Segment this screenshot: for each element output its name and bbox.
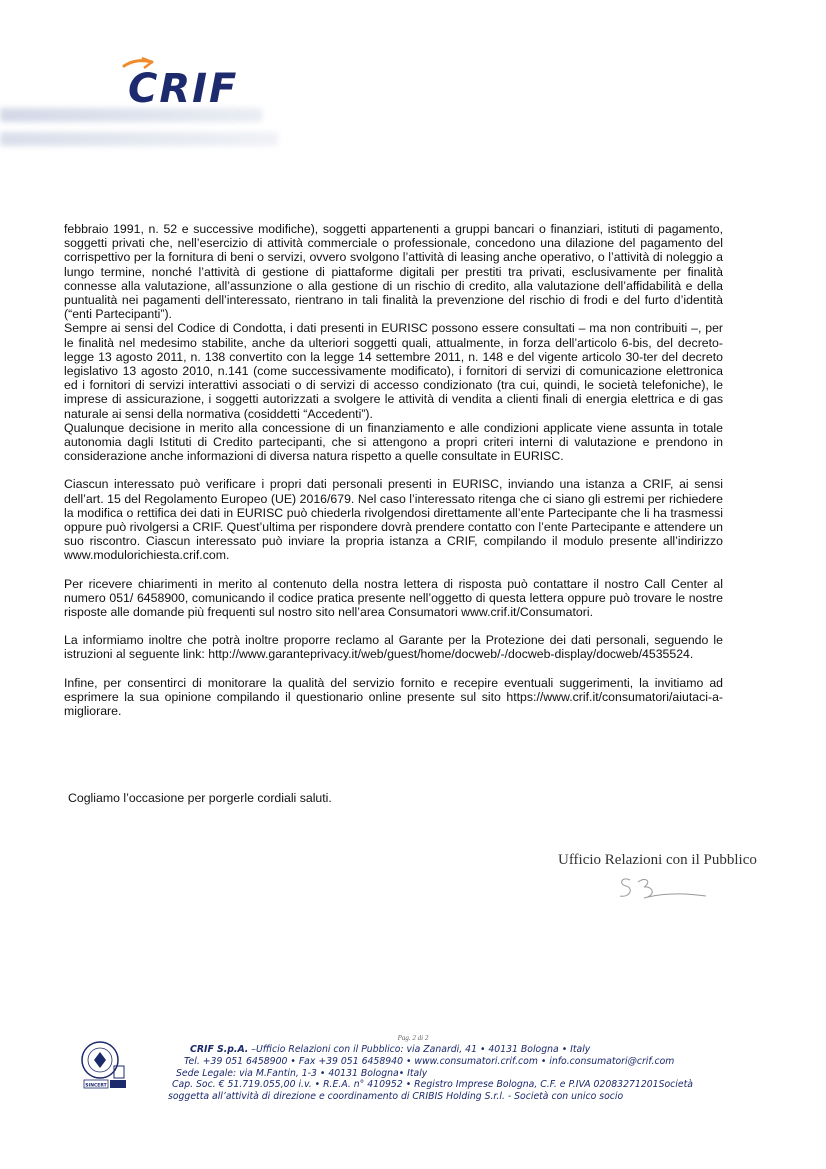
sincert-seal-icon [80, 1040, 132, 1092]
footer-legal-seat: Sede Legale: via M.Fantin, 1-3 • 40131 Bologna• Italy [176, 1067, 428, 1079]
footer-contacts: Tel. +39 051 6458900 • Fax +39 051 6458940 • www.consumatori.crif.com • info.consumatori@crif.com [184, 1055, 675, 1067]
footer [168, 1044, 693, 1103]
svg-text:SINCERT: SINCERT [85, 1083, 107, 1089]
header-band [0, 132, 278, 146]
body-paragraph: Ciascun interessato può verificare i propri dati personali presenti in EURISC, inviando una istanza a CRIF, ai sensi dell’art. 15 del Regolamento Europeo (UE) 2016/679. Nel caso l’interessato ritenga che ci siano gli estremi per richiedere la modifica o rettifica dei dati in EURISC può chiederla rivolgendosi direttamente all’ente Partecipante che li ha trasmessi oppure può rivolgersi a CRIF. Quest’ultima per rispondere dovrà prendere contatto con l’ente Partecipante e attendere un suo riscontro. Ciascun interessato può inviare la propria istanza a CRIF, compilando il modulo presente all’indirizzo www.modulorichiesta.crif.com. [64, 477, 723, 563]
body-paragraph: Sempre ai sensi del Codice di Condotta, i dati presenti in EURISC possono essere consultati – ma non contribuiti –, per le finalità nel medesimo stabilite, anche da ulteriori soggetti quali, attualmente, in forza dell’articolo 6-bis, del decreto-legge 13 agosto 2011, n. 138 convertito con la legge 14 settembre 2011, n. 148 e del vigente articolo 30-ter del decreto legislativo 13 agosto 2010, n.141 (come successivamente modificato), i fornitori di servizi di comunicazione elettronica ed i fornitori di servizi interattivi associati o di servizi di accesso condizionato (tra cui, quindi, le società telefoniche), le imprese di assicurazione, i soggetti autorizzati a svolgere le attività di vendita a clienti finali di energia elettrica e di gas naturale ai sensi della normativa (cosiddetti “Accedenti”). [64, 321, 723, 421]
body-paragraph: La informiamo inoltre che potrà inoltre proporre reclamo al Garante per la Protezione dei dati personali, seguendo le istruzioni al seguente link: http://www.garanteprivacy.it/web/guest/home/docweb/-/docweb-display/docweb/4535524. [64, 633, 723, 662]
body-paragraph: Per ricevere chiarimenti in merito al contenuto della nostra lettera di risposta può contattare il nostro Call Center al numero 051/ 6458900, comunicando il codice pratica presente nell’oggetto di questa lettera oppure può trovare le nostre risposte alle domande più frequenti sul nostro sito nell’area Consumatori www.crif.it/Consumatori. [64, 576, 723, 620]
footer-company: CRIF S.p.A. [190, 1044, 249, 1055]
body-paragraph: febbraio 1991, n. 52 e successive modifiche), soggetti appartenenti a gruppi bancari o finanziari, istituti di pagamento, soggetti privati che, nell’esercizio di attività commerciale o professionale, concedono una dilazione del pagamento del corrispettivo per la fornitura di beni o servizi, ovvero svolgono l’attività di leasing anche operativo, o l’attività di noleggio a lungo termine, nonché l’attività di gestione di piattaforme digitali per prestiti tra privati, esclusivamente per finalità connesse alla valutazione, all’assunzione o alla gestione di un rischio di credito, alla valutazione dell’affidabilità e della puntualità nei pagamenti dell’interessato, rientrano in tali finalità la prevenzione del rischio di frodi e del furto d’identità (“enti Partecipanti”). [64, 222, 723, 322]
logo-text: CRIF [128, 66, 239, 108]
page-number: Pag. 2 di 2 [397, 1034, 429, 1042]
handwritten-signature [600, 872, 712, 902]
letter-body [64, 222, 723, 718]
footer-holding: soggetta all’attività di direzione e coordinamento di CRIBIS Holding S.r.l. - Società con unico socio [168, 1091, 624, 1103]
body-paragraph: Infine, per consentirci di monitorare la qualità del servizio fornito e recepire eventuali suggerimenti, la invitiamo ad esprimere la sua opinione compilando il questionario online presente sul sito https://www.crif.it/consumatori/aiutaci-a-migliorare. [64, 675, 723, 719]
signature-office: Ufficio Relazioni con il Pubblico [558, 852, 757, 868]
footer-capital: Cap. Soc. € 51.719.055,00 i.v. • R.E.A. n° 410952 • Registro Imprese Bologna, C.F. e P.IVA 02083271201Società [172, 1079, 693, 1091]
crif-logo [118, 56, 270, 108]
body-paragraph: Qualunque decisione in merito alla concessione di un finanziamento e alle condizioni applicate viene assunta in totale autonomia dagli Istituti di Credito partecipanti, che si attengono a propri criteri interni di valutazione e prendono in considerazione anche informazioni di diversa natura rispetto a quelle consultate in EURISC. [64, 420, 723, 464]
closing-line: Cogliamo l’occasione per porgerle cordiali saluti. [68, 791, 332, 805]
header-band [0, 108, 262, 122]
footer-address: –Ufficio Relazioni con il Pubblico: via Zanardi, 41 • 40131 Bologna • Italy [248, 1044, 591, 1055]
